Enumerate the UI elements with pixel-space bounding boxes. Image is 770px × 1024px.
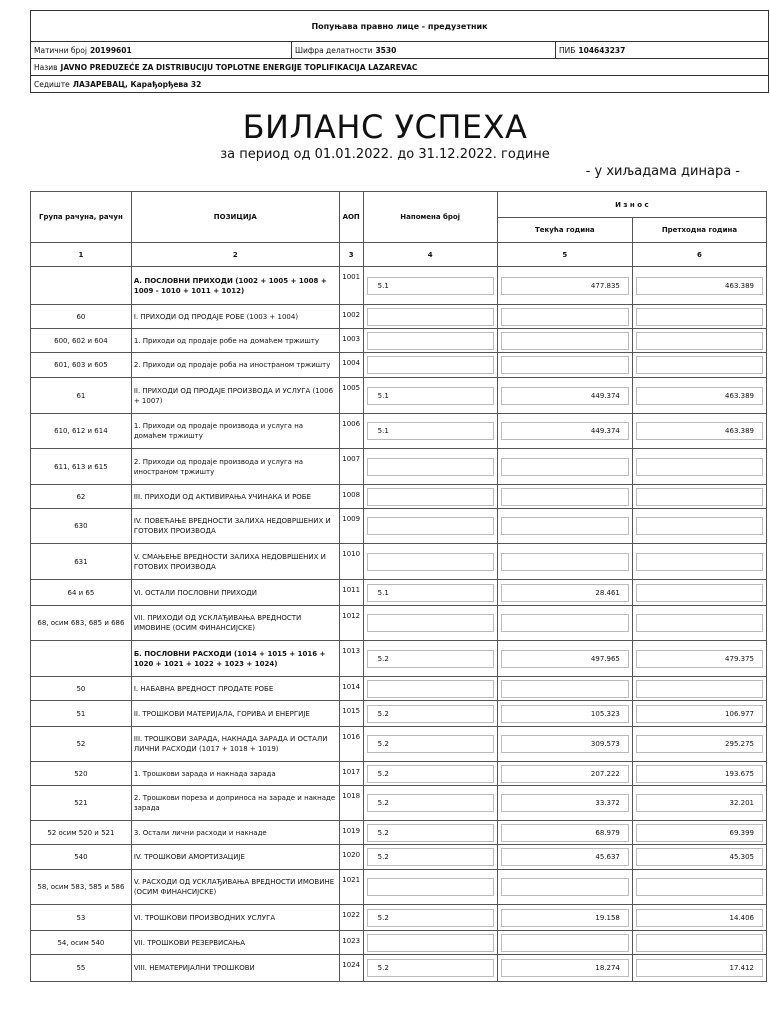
- tekuca-field[interactable]: [501, 356, 629, 374]
- table-row: [31, 905, 767, 931]
- col-header-tekuca: Текућа година: [497, 218, 632, 243]
- tekuca-field[interactable]: 309.573: [501, 735, 629, 753]
- col-number-2: 2: [131, 243, 339, 267]
- maticni-label: Матични број: [34, 45, 87, 55]
- table-row: [31, 329, 767, 353]
- pib-value: 104643237: [578, 45, 626, 55]
- sifra-label: Шифра делатности: [295, 45, 373, 55]
- income-statement-table: [30, 191, 767, 982]
- tekuca-field[interactable]: [501, 458, 629, 476]
- table-row: [31, 485, 767, 509]
- table-row: [31, 449, 767, 485]
- grupa-cell: 68, осим 683, 685 и 686: [31, 606, 132, 641]
- aop-cell: 1004: [339, 353, 363, 378]
- table-row: [31, 677, 767, 701]
- grupa-cell: 610, 612 и 614: [31, 414, 132, 449]
- filler-note: Попуњава правно лице - предузетник: [31, 11, 768, 42]
- napomena-field[interactable]: 5.1: [367, 387, 494, 405]
- table-row: [31, 762, 767, 786]
- table-row: [31, 414, 767, 449]
- col-header-napomena: Напомена број: [363, 192, 497, 243]
- prethodna-field[interactable]: 14.406: [636, 909, 763, 927]
- tekuca-field[interactable]: 477.835: [501, 277, 629, 295]
- sediste-row: [31, 76, 768, 92]
- table-row: [31, 727, 767, 762]
- grupa-cell: 58, осим 583, 585 и 586: [31, 870, 132, 905]
- prethodna-field[interactable]: [636, 553, 763, 571]
- pozicija-cell: VIII. НЕМАТЕРИЈАЛНИ ТРОШКОВИ: [131, 955, 339, 982]
- aop-cell: 1023: [339, 931, 363, 955]
- prethodna-field[interactable]: 479.375: [636, 650, 763, 668]
- tekuca-field[interactable]: [501, 553, 629, 571]
- prethodna-field[interactable]: 295.275: [636, 735, 763, 753]
- prethodna-field[interactable]: [636, 356, 763, 374]
- aop-cell: 1015: [339, 701, 363, 727]
- prethodna-field[interactable]: [636, 488, 763, 506]
- grupa-cell: 64 и 65: [31, 580, 132, 606]
- sediste-label: Седиште: [34, 79, 70, 89]
- napomena-field[interactable]: [367, 488, 494, 506]
- grupa-cell: 61: [31, 378, 132, 414]
- aop-cell: 1009: [339, 509, 363, 544]
- maticni-value: 20199601: [89, 45, 132, 55]
- naziv-row: [31, 59, 768, 76]
- naziv-value: JAVNO PREDUZEĆE ZA DISTRIBUCIJU TOPLOTNE ENERGIJE TOPLIFIKACIJA LAZAREVAC: [60, 62, 418, 72]
- period-subtitle: за период од 01.01.2022. до 31.12.2022. године: [220, 147, 550, 162]
- napomena-field[interactable]: 5.2: [367, 650, 494, 668]
- aop-cell: 1020: [339, 845, 363, 870]
- aop-cell: 1005: [339, 378, 363, 414]
- pozicija-cell: II. ПРИХОДИ ОД ПРОДАЈЕ ПРОИЗВОДА И УСЛУГА (1006 + 1007): [131, 378, 339, 414]
- tekuca-field[interactable]: [501, 517, 629, 535]
- prethodna-field[interactable]: 193.675: [636, 765, 763, 783]
- prethodna-field[interactable]: 106.977: [636, 705, 763, 723]
- sediste-value: ЛАЗАРЕВАЦ, Карађорђева 32: [72, 79, 202, 89]
- id-row: [31, 42, 768, 59]
- pozicija-cell: А. ПОСЛОВНИ ПРИХОДИ (1002 + 1005 + 1008 + 1009 - 1010 + 1011 + 1012): [131, 267, 339, 305]
- grupa-cell: 55: [31, 955, 132, 982]
- pozicija-cell: 1. Приходи од продаје робе на домаћем тржишту: [131, 329, 339, 353]
- prethodna-field[interactable]: [636, 878, 763, 896]
- grupa-cell: 51: [31, 701, 132, 727]
- napomena-field[interactable]: [367, 356, 494, 374]
- napomena-field[interactable]: [367, 458, 494, 476]
- napomena-field[interactable]: 5.2: [367, 735, 494, 753]
- napomena-field[interactable]: 5.2: [367, 909, 494, 927]
- grupa-cell: 50: [31, 677, 132, 701]
- tekuca-field[interactable]: [501, 934, 629, 952]
- aop-cell: 1012: [339, 606, 363, 641]
- grupa-cell: 601, 603 и 605: [31, 353, 132, 378]
- pozicija-cell: IV. ПОВЕЋАЊЕ ВРЕДНОСТИ ЗАЛИХА НЕДОВРШЕНИХ И ГОТОВИХ ПРОИЗВОДА: [131, 509, 339, 544]
- aop-cell: 1002: [339, 305, 363, 329]
- aop-cell: 1019: [339, 821, 363, 845]
- pozicija-cell: VII. ПРИХОДИ ОД УСКЛАЂИВАЊА ВРЕДНОСТИ ИМОВИНЕ (ОСИМ ФИНАНСИЈСКЕ): [131, 606, 339, 641]
- pozicija-cell: III. ТРОШКОВИ ЗАРАДА, НАКНАДА ЗАРАДА И ОСТАЛИ ЛИЧНИ РАСХОДИ (1017 + 1018 + 1019): [131, 727, 339, 762]
- company-info-box: [30, 10, 769, 93]
- pib-label: ПИБ: [559, 45, 576, 55]
- tekuca-field[interactable]: [501, 878, 629, 896]
- grupa-cell: 53: [31, 905, 132, 931]
- tekuca-field[interactable]: 68.979: [501, 824, 629, 842]
- grupa-cell: 520: [31, 762, 132, 786]
- pozicija-cell: I. ПРИХОДИ ОД ПРОДАЈЕ РОБЕ (1003 + 1004): [131, 305, 339, 329]
- prethodna-field[interactable]: 463.389: [636, 387, 763, 405]
- table-row: [31, 606, 767, 641]
- document-title: БИЛАНС УСПЕХА: [242, 108, 528, 146]
- tekuca-field[interactable]: [501, 488, 629, 506]
- pozicija-cell: VI. ТРОШКОВИ ПРОИЗВОДНИХ УСЛУГА: [131, 905, 339, 931]
- table-row: [31, 353, 767, 378]
- aop-cell: 1022: [339, 905, 363, 931]
- aop-cell: 1001: [339, 267, 363, 305]
- prethodna-field[interactable]: [636, 332, 763, 350]
- tekuca-field[interactable]: [501, 680, 629, 698]
- col-header-prethodna: Претходна година: [632, 218, 766, 243]
- prethodna-field[interactable]: [636, 517, 763, 535]
- table-row: [31, 580, 767, 606]
- grupa-cell: 600, 602 и 604: [31, 329, 132, 353]
- tekuca-field[interactable]: 45.637: [501, 848, 629, 866]
- napomena-field[interactable]: [367, 614, 494, 632]
- pozicija-cell: III. ПРИХОДИ ОД АКТИВИРАЊА УЧИНАКА И РОБЕ: [131, 485, 339, 509]
- prethodna-field[interactable]: [636, 308, 763, 326]
- col-number-3: 3: [339, 243, 363, 267]
- tekuca-field[interactable]: 19.158: [501, 909, 629, 927]
- aop-cell: 1013: [339, 641, 363, 677]
- table-body: [31, 267, 767, 982]
- napomena-field[interactable]: [367, 308, 494, 326]
- pozicija-cell: 3. Остали лични расходи и накнаде: [131, 821, 339, 845]
- tekuca-field[interactable]: 105.323: [501, 705, 629, 723]
- aop-cell: 1011: [339, 580, 363, 606]
- aop-cell: 1003: [339, 329, 363, 353]
- grupa-cell: 540: [31, 845, 132, 870]
- table-row: [31, 267, 767, 305]
- napomena-field[interactable]: [367, 934, 494, 952]
- tekuca-field[interactable]: 18.274: [501, 959, 629, 977]
- grupa-cell: 631: [31, 544, 132, 580]
- tekuca-field[interactable]: 33.372: [501, 794, 629, 812]
- grupa-cell: [31, 267, 132, 305]
- napomena-field[interactable]: [367, 332, 494, 350]
- napomena-field[interactable]: 5.1: [367, 584, 494, 602]
- napomena-field[interactable]: 5.2: [367, 765, 494, 783]
- col-number-1: 1: [31, 243, 132, 267]
- napomena-field[interactable]: 5.1: [367, 422, 494, 440]
- pozicija-cell: V. РАСХОДИ ОД УСКЛАЂИВАЊА ВРЕДНОСТИ ИМОВИНЕ (ОСИМ ФИНАНСИЈСКЕ): [131, 870, 339, 905]
- napomena-field[interactable]: 5.2: [367, 959, 494, 977]
- prethodna-field[interactable]: [636, 458, 763, 476]
- col-header-iznos: И з н о с: [497, 192, 766, 218]
- table-row: [31, 786, 767, 821]
- aop-cell: 1008: [339, 485, 363, 509]
- col-number-4: 4: [363, 243, 497, 267]
- table-row: [31, 544, 767, 580]
- table-row: [31, 378, 767, 414]
- grupa-cell: 52: [31, 727, 132, 762]
- prethodna-field[interactable]: [636, 680, 763, 698]
- tekuca-field[interactable]: 28.461: [501, 584, 629, 602]
- table-row: [31, 509, 767, 544]
- col-header-aop: АОП: [339, 192, 363, 243]
- prethodna-field[interactable]: [636, 934, 763, 952]
- pozicija-cell: IV. ТРОШКОВИ АМОРТИЗАЦИЈЕ: [131, 845, 339, 870]
- napomena-field[interactable]: 5.2: [367, 848, 494, 866]
- prethodna-field[interactable]: [636, 584, 763, 602]
- table-row: [31, 305, 767, 329]
- prethodna-field[interactable]: 463.389: [636, 277, 763, 295]
- grupa-cell: 611, 613 и 615: [31, 449, 132, 485]
- aop-cell: 1006: [339, 414, 363, 449]
- napomena-field[interactable]: 5.2: [367, 794, 494, 812]
- pozicija-cell: VI. ОСТАЛИ ПОСЛОВНИ ПРИХОДИ: [131, 580, 339, 606]
- grupa-cell: 62: [31, 485, 132, 509]
- pozicija-cell: V. СМАЊЕЊЕ ВРЕДНОСТИ ЗАЛИХА НЕДОВРШЕНИХ И ГОТОВИХ ПРОИЗВОДА: [131, 544, 339, 580]
- col-number-5: 5: [497, 243, 632, 267]
- naziv-label: Назив: [34, 62, 58, 72]
- tekuca-field[interactable]: 497.965: [501, 650, 629, 668]
- napomena-field[interactable]: [367, 517, 494, 535]
- aop-cell: 1014: [339, 677, 363, 701]
- pozicija-cell: 2. Приходи од продаје роба на иностраном тржишту: [131, 353, 339, 378]
- prethodna-field[interactable]: 32.201: [636, 794, 763, 812]
- tekuca-field[interactable]: [501, 614, 629, 632]
- table-row: [31, 870, 767, 905]
- grupa-cell: 60: [31, 305, 132, 329]
- pozicija-cell: 2. Трошкови пореза и доприноса на зараде и накнаде зарада: [131, 786, 339, 821]
- pozicija-cell: II. ТРОШКОВИ МАТЕРИЈАЛА, ГОРИВА И ЕНЕРГИЈЕ: [131, 701, 339, 727]
- napomena-field[interactable]: 5.1: [367, 277, 494, 295]
- table-row: [31, 701, 767, 727]
- tekuca-field[interactable]: 449.374: [501, 422, 629, 440]
- table-row: [31, 931, 767, 955]
- table-row: [31, 641, 767, 677]
- prethodna-field[interactable]: 45.305: [636, 848, 763, 866]
- grupa-cell: 630: [31, 509, 132, 544]
- napomena-field[interactable]: 5.2: [367, 705, 494, 723]
- col-header-grupa: Група рачуна, рачун: [31, 192, 132, 243]
- col-number-6: 6: [632, 243, 766, 267]
- aop-cell: 1021: [339, 870, 363, 905]
- pozicija-cell: VII. ТРОШКОВИ РЕЗЕРВИСАЊА: [131, 931, 339, 955]
- table-row: [31, 821, 767, 845]
- aop-cell: 1018: [339, 786, 363, 821]
- pozicija-cell: 2. Приходи од продаје производа и услуга на иностраном тржишту: [131, 449, 339, 485]
- tekuca-field[interactable]: [501, 308, 629, 326]
- tekuca-field[interactable]: 207.222: [501, 765, 629, 783]
- grupa-cell: 52 осим 520 и 521: [31, 821, 132, 845]
- aop-cell: 1007: [339, 449, 363, 485]
- grupa-cell: 521: [31, 786, 132, 821]
- napomena-field[interactable]: [367, 680, 494, 698]
- prethodna-field[interactable]: [636, 614, 763, 632]
- prethodna-field[interactable]: 69.399: [636, 824, 763, 842]
- prethodna-field[interactable]: 17.412: [636, 959, 763, 977]
- grupa-cell: [31, 641, 132, 677]
- aop-cell: 1017: [339, 762, 363, 786]
- grupa-cell: 54, осим 540: [31, 931, 132, 955]
- col-header-pozicija: ПОЗИЦИЈА: [131, 192, 339, 243]
- tekuca-field[interactable]: [501, 332, 629, 350]
- table-row: [31, 845, 767, 870]
- aop-cell: 1024: [339, 955, 363, 982]
- pozicija-cell: I. НАБАВНА ВРЕДНОСТ ПРОДАТЕ РОБЕ: [131, 677, 339, 701]
- prethodna-field[interactable]: 463.389: [636, 422, 763, 440]
- napomena-field[interactable]: [367, 553, 494, 571]
- unit-note: - у хиљадама динара -: [585, 164, 740, 179]
- napomena-field[interactable]: [367, 878, 494, 896]
- aop-cell: 1010: [339, 544, 363, 580]
- pozicija-cell: 1. Приходи од продаје производа и услуга на домаћем тржишту: [131, 414, 339, 449]
- pozicija-cell: Б. ПОСЛОВНИ РАСХОДИ (1014 + 1015 + 1016 + 1020 + 1021 + 1022 + 1023 + 1024): [131, 641, 339, 677]
- sifra-value: 3530: [375, 45, 397, 55]
- table-row: [31, 955, 767, 982]
- aop-cell: 1016: [339, 727, 363, 762]
- napomena-field[interactable]: 5.2: [367, 824, 494, 842]
- pozicija-cell: 1. Трошкови зарада и накнада зарада: [131, 762, 339, 786]
- tekuca-field[interactable]: 449.374: [501, 387, 629, 405]
